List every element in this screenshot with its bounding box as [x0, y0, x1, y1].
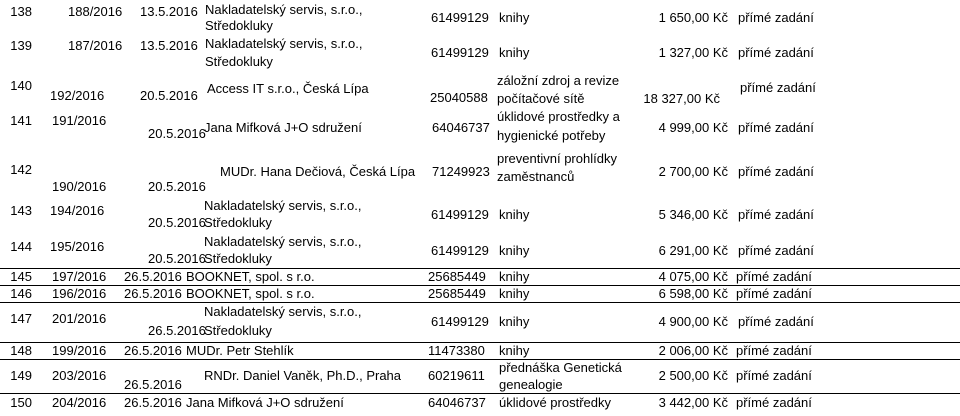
- table-row: [0, 360, 960, 394]
- row-divider: [0, 359, 960, 360]
- supplier-name: Access IT s.r.o., Česká Lípa: [207, 81, 369, 96]
- row-divider: [0, 393, 960, 394]
- subject-line-1: úklidové prostředky a: [497, 109, 620, 124]
- subject-line-1: knihy: [499, 10, 530, 25]
- supplier-name: Jana Mifková J+O sdružení: [186, 395, 344, 410]
- supplier-ico: 61499129: [431, 45, 489, 60]
- supplier-location: Středokluky: [204, 251, 272, 266]
- subject-line-2: počítačové sítě: [497, 91, 585, 106]
- order-reference: 204/2016: [52, 395, 107, 410]
- order-reference: 199/2016: [52, 343, 107, 358]
- subject-line-1: úklidové prostředky: [499, 395, 611, 410]
- subject-line-1: knihy: [499, 243, 530, 258]
- order-reference: 194/2016: [50, 203, 105, 218]
- order-date: 13.5.2016: [140, 4, 198, 19]
- amount: 3 442,00 Kč: [658, 395, 728, 410]
- row-divider: [0, 285, 960, 286]
- supplier-ico: 25040588: [430, 90, 488, 105]
- procurement-method: přímé zadání: [736, 286, 812, 301]
- procurement-method: přímé zadání: [738, 45, 814, 60]
- row-number: 149: [10, 368, 32, 383]
- order-reference: 201/2016: [52, 311, 107, 326]
- order-date: 20.5.2016: [140, 88, 198, 103]
- subject-line-1: přednáška Genetická: [499, 360, 622, 375]
- procurement-method: přímé zadání: [738, 120, 814, 135]
- table-row: [0, 197, 960, 233]
- amount: 4 075,00 Kč: [658, 269, 728, 284]
- table-row: [0, 109, 960, 146]
- table-row: [0, 394, 960, 412]
- row-number: 145: [10, 269, 32, 284]
- supplier-name: BOOKNET, spol. s r.o.: [186, 286, 315, 301]
- row-number: 147: [10, 311, 32, 326]
- supplier-ico: 61499129: [431, 10, 489, 25]
- row-number: 140: [10, 78, 32, 93]
- subject-line-1: knihy: [499, 286, 530, 301]
- amount: 4 999,00 Kč: [658, 120, 728, 135]
- supplier-name: Jana Mifková J+O sdružení: [204, 120, 362, 135]
- procurement-method: přímé zadání: [736, 395, 812, 410]
- supplier-ico: 25685449: [428, 269, 486, 284]
- subject-line-1: knihy: [499, 343, 530, 358]
- order-reference: 192/2016: [50, 88, 105, 103]
- order-date: 13.5.2016: [140, 38, 198, 53]
- table-row: [0, 72, 960, 109]
- order-date: 20.5.2016: [148, 251, 206, 266]
- supplier-ico: 64046737: [428, 395, 486, 410]
- amount: 4 900,00 Kč: [658, 314, 728, 329]
- amount: 2 700,00 Kč: [658, 164, 728, 179]
- table-row: [0, 146, 960, 197]
- table-row: [0, 34, 960, 72]
- order-reference: 203/2016: [52, 368, 107, 383]
- order-date: 20.5.2016: [148, 126, 206, 141]
- amount: 1 327,00 Kč: [658, 45, 728, 60]
- row-number: 150: [10, 395, 32, 410]
- supplier-name: MUDr. Petr Stehlík: [186, 343, 294, 358]
- table-row: [0, 303, 960, 343]
- procurement-method: přímé zadání: [738, 10, 814, 25]
- order-reference: 190/2016: [52, 179, 107, 194]
- table-row: [0, 0, 960, 34]
- amount: 18 327,00 Kč: [643, 91, 720, 106]
- supplier-location: Středokluky: [204, 215, 272, 230]
- supplier-ico: 64046737: [432, 120, 490, 135]
- subject-line-2: genealogie: [499, 377, 563, 392]
- supplier-ico: 60219611: [428, 368, 485, 383]
- supplier-location: Středokluky: [204, 323, 272, 338]
- supplier-name: BOOKNET, spol. s r.o.: [186, 269, 315, 284]
- amount: 2 006,00 Kč: [658, 343, 728, 358]
- subject-line-1: záložní zdroj a revize: [497, 73, 620, 88]
- order-date: 26.5.2016: [148, 323, 206, 338]
- supplier-name: Nakladatelský servis, s.r.o.,: [204, 234, 362, 249]
- supplier-name: Nakladatelský servis, s.r.o.,: [204, 198, 362, 213]
- supplier-name: Nakladatelský servis, s.r.o.,: [205, 36, 363, 51]
- supplier-name: RNDr. Daniel Vaněk, Ph.D., Praha: [204, 368, 402, 383]
- procurement-method: přímé zadání: [738, 243, 814, 258]
- supplier-location: Středokluky: [205, 54, 273, 69]
- supplier-location: Středokluky: [205, 18, 273, 33]
- order-date: 26.5.2016: [124, 377, 182, 392]
- order-reference: 197/2016: [52, 269, 107, 284]
- row-number: 146: [10, 286, 32, 301]
- order-reference: 195/2016: [50, 239, 105, 254]
- row-number: 141: [10, 113, 32, 128]
- row-number: 138: [10, 4, 32, 19]
- amount: 6 291,00 Kč: [658, 243, 728, 258]
- subject-line-2: zaměstnanců: [497, 169, 575, 184]
- amount: 1 650,00 Kč: [658, 10, 728, 25]
- order-reference: 191/2016: [52, 113, 107, 128]
- procurement-method: přímé zadání: [738, 314, 814, 329]
- supplier-name: MUDr. Hana Dečiová, Česká Lípa: [220, 164, 416, 179]
- order-date: 26.5.2016: [124, 269, 182, 284]
- subject-line-1: knihy: [499, 45, 530, 60]
- table-row: [0, 269, 960, 286]
- row-divider: [0, 302, 960, 303]
- row-divider: [0, 342, 960, 343]
- table-row: [0, 233, 960, 269]
- supplier-name: Nakladatelský servis, s.r.o.,: [205, 2, 363, 17]
- row-number: 143: [10, 203, 32, 218]
- procurement-method: přímé zadání: [736, 269, 812, 284]
- supplier-ico: 61499129: [431, 314, 489, 329]
- row-divider: [0, 268, 960, 269]
- order-reference: 196/2016: [52, 286, 107, 301]
- table-row: [0, 286, 960, 303]
- supplier-ico: 61499129: [431, 207, 489, 222]
- row-number: 144: [10, 239, 32, 254]
- subject-line-2: hygienické potřeby: [497, 128, 606, 143]
- row-number: 139: [10, 38, 32, 53]
- procurement-method: přímé zadání: [738, 164, 814, 179]
- procurement-method: přímé zadání: [736, 368, 812, 383]
- order-date: 26.5.2016: [124, 343, 182, 358]
- amount: 6 598,00 Kč: [658, 286, 728, 301]
- supplier-ico: 25685449: [428, 286, 486, 301]
- procurement-method: přímé zadání: [740, 80, 816, 95]
- subject-line-1: knihy: [499, 314, 530, 329]
- amount: 5 346,00 Kč: [658, 207, 728, 222]
- supplier-ico: 11473380: [428, 343, 485, 358]
- amount: 2 500,00 Kč: [658, 368, 728, 383]
- supplier-ico: 71249923: [432, 164, 490, 179]
- subject-line-1: knihy: [499, 269, 530, 284]
- subject-line-1: knihy: [499, 207, 530, 222]
- table-row: [0, 343, 960, 360]
- supplier-name: Nakladatelský servis, s.r.o.,: [204, 304, 362, 319]
- procurement-method: přímé zadání: [738, 207, 814, 222]
- subject-line-1: preventivní prohlídky: [497, 151, 617, 166]
- order-reference: 188/2016: [68, 4, 123, 19]
- row-number: 148: [10, 343, 32, 358]
- order-date: 26.5.2016: [124, 286, 182, 301]
- row-number: 142: [10, 162, 32, 177]
- order-date: 26.5.2016: [124, 395, 182, 410]
- supplier-ico: 61499129: [431, 243, 489, 258]
- procurement-method: přímé zadání: [736, 343, 812, 358]
- order-date: 20.5.2016: [148, 179, 206, 194]
- order-reference: 187/2016: [68, 38, 123, 53]
- order-date: 20.5.2016: [148, 215, 206, 230]
